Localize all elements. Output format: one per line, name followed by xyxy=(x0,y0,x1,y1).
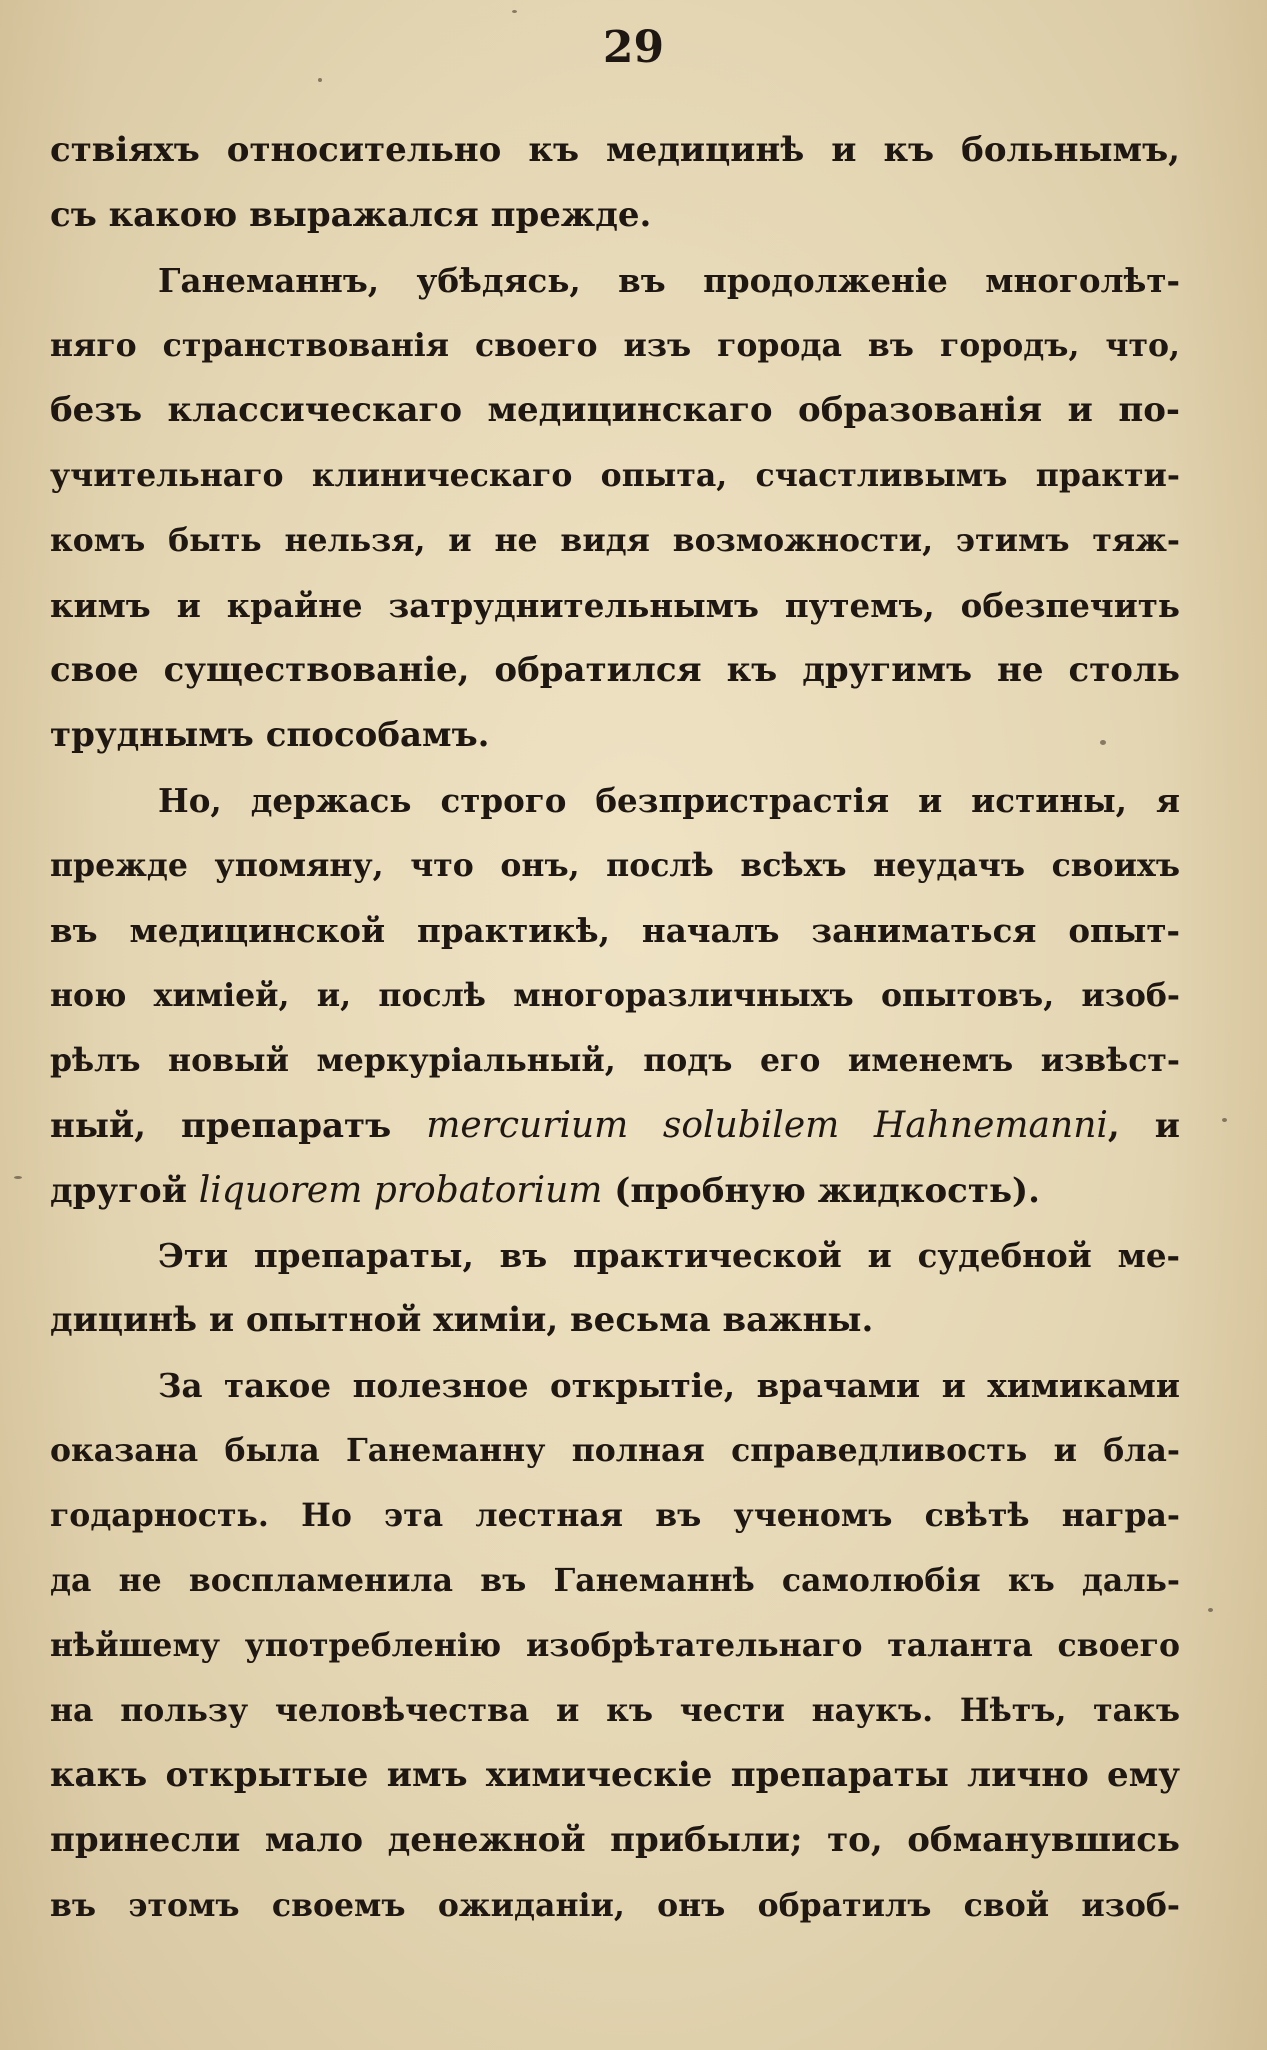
text-line: прежде упомяну, что онъ, послѣ всѣхъ неудачъ своихъ xyxy=(50,847,1180,884)
paper-speck xyxy=(1100,740,1106,745)
text-fragment: другой xyxy=(50,1171,187,1211)
text-line-with-latin xyxy=(50,1093,1180,1158)
text-line: принесли мало денежной прибыли; то, обманувшись xyxy=(50,1820,1180,1860)
paper-speck xyxy=(318,78,322,82)
latin-term: mercurium solubilem Hahnemanni xyxy=(426,1105,1108,1146)
paper-speck xyxy=(1208,1608,1213,1612)
text-line: въ этомъ своемъ ожиданіи, онъ обратилъ свой изоб- xyxy=(50,1887,1180,1924)
text-line: какъ открытые имъ химическіе препараты лично ему xyxy=(50,1755,1180,1795)
page-body-text xyxy=(50,118,1180,1938)
text-fragment: ный, препаратъ xyxy=(50,1106,392,1146)
text-fragment: (пробную жидкость). xyxy=(614,1171,1040,1211)
text-line-with-latin xyxy=(50,1158,1180,1223)
text-line: ною химіей, и, послѣ многоразличныхъ опытовъ, изоб- xyxy=(50,977,1180,1014)
paragraph-start-line: Эти препараты, въ практической и судебной ме- xyxy=(158,1236,1180,1275)
text-line: безъ классическаго медицинскаго образованія и по- xyxy=(50,390,1180,430)
text-line: кимъ и крайне затруднительнымъ путемъ, обезпечить xyxy=(50,586,1180,625)
paragraph-start-line: За такое полезное открытіе, врачами и химиками xyxy=(158,1366,1180,1405)
text-line: ствіяхъ относительно къ медицинѣ и къ больнымъ, xyxy=(50,130,1180,170)
paper-speck xyxy=(512,10,517,13)
text-line: въ медицинской практикѣ, началъ заниматься опыт- xyxy=(50,911,1180,950)
paper-speck xyxy=(14,1176,22,1179)
text-line: да не воспламенила въ Ганеманнѣ самолюбія къ даль- xyxy=(50,1562,1180,1599)
text-line: свое существованіе, обратился къ другимъ не столь xyxy=(50,650,1180,690)
paper-speck xyxy=(1222,1118,1227,1122)
text-line: рѣлъ новый меркуріальный, подъ его именемъ извѣст- xyxy=(50,1042,1180,1079)
text-line: съ какою выражался прежде. xyxy=(50,195,652,235)
page-number: 29 xyxy=(602,22,665,73)
text-line: нѣйшему употребленію изобрѣтательнаго таланта своего xyxy=(50,1627,1180,1664)
text-fragment: , и xyxy=(1107,1106,1180,1146)
paragraph-start-line: Но, держась строго безпристрастія и истины, я xyxy=(158,781,1180,820)
latin-term: liquorem probatorium xyxy=(198,1170,603,1211)
text-line: няго странствованія своего изъ города въ городъ, что, xyxy=(50,327,1180,364)
text-line: на пользу человѣчества и къ чести наукъ. Нѣтъ, такъ xyxy=(50,1692,1180,1729)
text-line: годарность. Но эта лестная въ ученомъ свѣтѣ награ- xyxy=(50,1497,1180,1534)
text-line: труднымъ способамъ. xyxy=(50,715,490,755)
text-line: комъ быть нельзя, и не видя возможности, этимъ тяж- xyxy=(50,522,1180,559)
text-line: оказана была Ганеманну полная справедливость и бла- xyxy=(50,1432,1180,1469)
paragraph-start-line: Ганеманнъ, убѣдясь, въ продолженіе многолѣт- xyxy=(158,261,1180,300)
text-line: дицинѣ и опытной химіи, весьма важны. xyxy=(50,1300,874,1340)
text-line: учительнаго клиническаго опыта, счастливымъ практи- xyxy=(50,457,1180,494)
